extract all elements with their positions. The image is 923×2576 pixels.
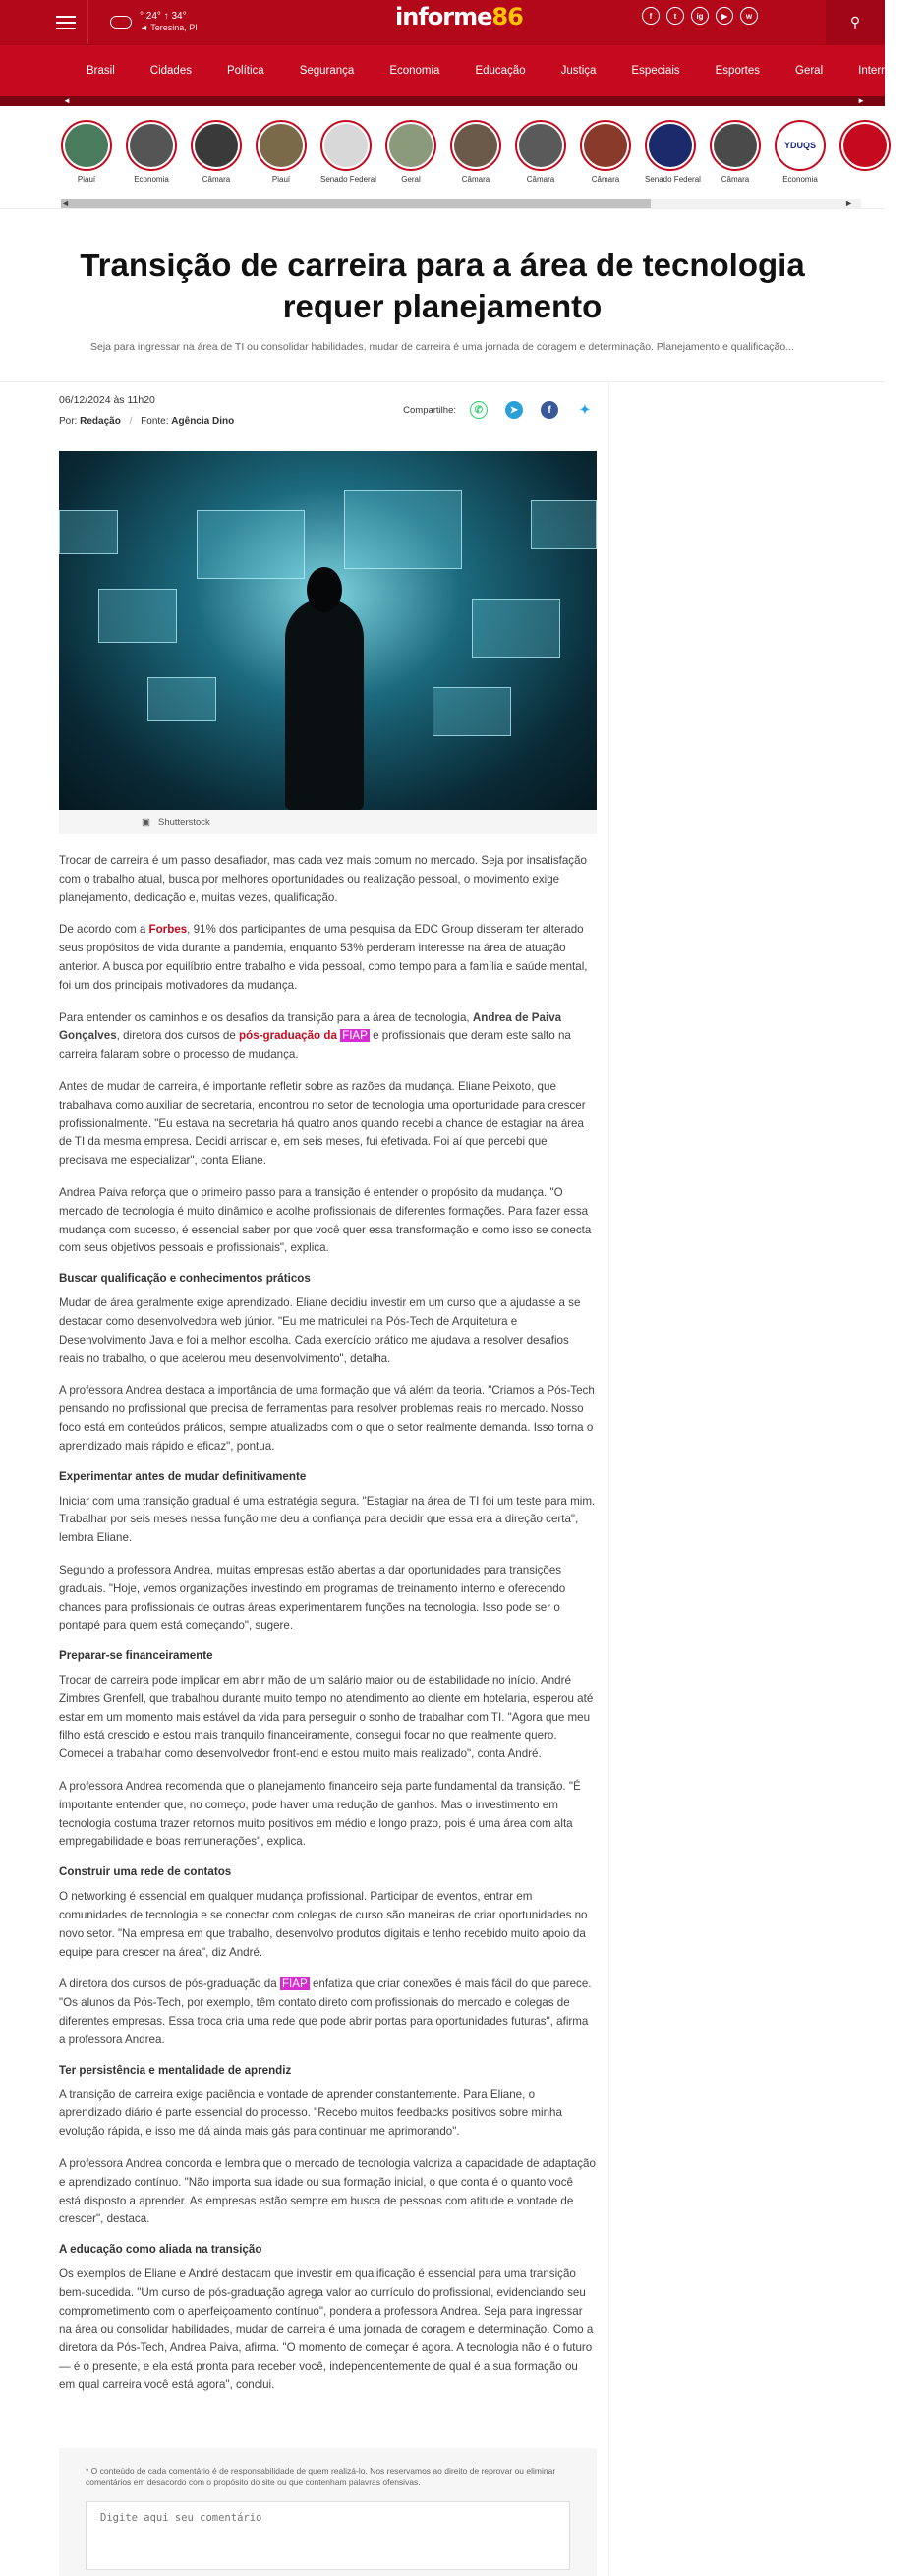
scroll-right-icon[interactable]: ► [857, 96, 865, 105]
story-item[interactable] [515, 120, 566, 208]
story-label: Câmara [202, 175, 231, 184]
nav-item-esportes[interactable]: Esportes [715, 65, 761, 77]
comments-section [59, 2448, 597, 2576]
article-meta [59, 382, 604, 451]
share-telegram-icon[interactable]: ➤ [505, 401, 523, 419]
story-thumbnail [385, 120, 436, 171]
menu-icon[interactable] [44, 0, 88, 44]
article-body [59, 834, 597, 2395]
paragraph: Andrea Paiva reforça que o primeiro passo para a transição é entender o propósito da mudança. "O mercado de tecnologia é muito dinâmico e acolhe profissionais de diferentes formações. Para fazer essa mudança com sucesso, é essencial saber por que você quer essa transformação e como isso se conecta com seus objetivos pessoais e profissionais", explica. [59, 1185, 592, 1255]
stories-carousel [0, 106, 885, 209]
story-thumbnail: YDUQS [775, 120, 826, 171]
paragraph: Iniciar com uma transição gradual é uma estratégia segura. "Estagiar na área de TI foi um teste para mim. Trabalhar por seis meses nessa função me deu a confiança para decidir que essa era a direção certa", lembra Eliane. [59, 1494, 596, 1545]
share-whatsapp-icon[interactable]: ✆ [470, 401, 488, 419]
youtube-icon[interactable]: ▶ [716, 7, 733, 25]
story-item[interactable] [645, 120, 701, 208]
search-button[interactable] [826, 0, 885, 44]
paragraph: O networking é essencial em qualquer mudança profissional. Participar de eventos, entrar em comunidades de tecnologia e se conectar com colegas de curso são maneiras de criar oportunidades no novo setor. "Na empresa em que trabalho, desenvolvo produtos digitais e tenho recebido muito apoio da equipe para crescer na área", diz André. [59, 1890, 588, 1959]
story-label: Geral [401, 175, 421, 184]
paragraph: Para entender os caminhos e os desafios da transição para a área de tecnologia, Andrea de Paiva Gonçalves, diretora dos cursos de pós-graduação da FIAP e profissionais que deram este salto na carreira falaram sobre o processo de mudança. [59, 1010, 571, 1061]
story-thumbnail [645, 120, 696, 171]
search-icon: ⚲ [849, 14, 861, 29]
paragraph: Segundo a professora Andrea, muitas empresas estão abertas a dar oportunidades para transições graduais. "Hoje, vemos organizações investindo em programas de treinamento interno e oferecendo chances para profissionais de outras áreas experimentarem funções na tecnologia. Isso pode ser o pontapé para quem está começando", sugere. [59, 1563, 566, 1632]
fiap-highlight[interactable]: FIAP [281, 1977, 308, 1991]
section-heading: Experimentar antes de mudar definitivamente [59, 1469, 307, 1483]
story-item[interactable] [839, 120, 891, 208]
nav-item-justica[interactable]: Justiça [560, 65, 597, 77]
story-item[interactable] [320, 120, 376, 208]
story-label: Economia [782, 175, 818, 184]
share-facebook-icon[interactable]: f [541, 401, 558, 419]
paragraph: De acordo com a Forbes, 91% dos participantes de uma pesquisa da EDC Group disseram ter alterado seus propósitos de vida durante a pandemia, enquanto 53% perderam interesse na área de atuação anterior. A busca por equilíbrio entre trabalho e vida pessoal, como tempo para a família e saúde mental, foi um dos principais motivadores da mudança. [59, 923, 588, 992]
story-label: Câmara [526, 175, 555, 184]
story-label: Senado Federal [645, 175, 701, 184]
nav-scrollbar[interactable] [0, 96, 885, 106]
story-thumbnail [515, 120, 566, 171]
article-subtitle: Seja para ingressar na área de TI ou consolidar habilidades, mudar de carreira é uma jornada de coragem e determinação. Planejamento e qualificação... [90, 340, 794, 353]
stories-scroll-left-icon[interactable]: ◄ [61, 199, 70, 208]
whatsapp-icon[interactable]: w [740, 7, 758, 25]
stories-scrollbar[interactable] [61, 199, 861, 208]
article-column [0, 382, 609, 2576]
paragraph: A diretora dos cursos de pós-graduação da FIAP enfatiza que criar conexões é mais fácil do que parece. "Os alunos da Pós-Tech, por exemplo, têm contato direto com profissionais do mercado e colegas de diferentes empresas. Essa troca cria uma rede que pode abrir portas para oportunidades futuras", afirma a professora Andrea. [59, 1977, 592, 2046]
story-label: Piauí [271, 175, 291, 184]
share-label: Compartilhe: [403, 404, 456, 416]
story-label: Piauí [77, 175, 96, 184]
share-twitter-icon[interactable]: ✦ [579, 402, 591, 417]
instagram-icon[interactable]: ig [691, 7, 709, 25]
top-bar [0, 0, 885, 44]
nav-item-educacao[interactable]: Educação [475, 65, 526, 77]
story-item[interactable] [710, 120, 761, 208]
story-label: Senado Federal [320, 175, 376, 184]
woman-silhouette [285, 599, 364, 810]
story-thumbnail [126, 120, 177, 171]
main-content [0, 381, 885, 2576]
story-label: Câmara [461, 175, 490, 184]
main-nav [0, 44, 923, 96]
nav-item-internacional[interactable]: Internacional [858, 65, 923, 77]
story-thumbnail [450, 120, 501, 171]
story-item[interactable] [126, 120, 177, 208]
facebook-icon[interactable]: f [642, 7, 660, 25]
fiap-highlight[interactable]: FIAP [342, 1029, 368, 1043]
comment-input[interactable] [86, 2501, 570, 2570]
story-thumbnail [256, 120, 307, 171]
paragraph: Trocar de carreira pode implicar em abrir mão de um salário maior ou de estabilidade no início. André Zimbres Grenfell, que trabalhou durante muito tempo no atendimento ao cliente em hotelaria, esperou até estar em um momento mais estável da vida para perseguir o sonho de trabalhar com TI. "Agora que meu filho está crescido e estou mais tranquilo financeiramente, consegui focar no que realmente quero. Comecei a trabalhar como desenvolvedor front-end e estou muito mais realizado", conta André. [59, 1674, 594, 1761]
article-byline: Por: Redação / Fonte: Agência Dino [59, 416, 235, 427]
nav-item-seguranca[interactable]: Segurança [299, 65, 355, 77]
nav-item-especiais[interactable]: Especiais [631, 65, 680, 77]
sidebar [609, 382, 885, 2576]
story-item[interactable] [385, 120, 436, 208]
paragraph: Mudar de área geralmente exige aprendizado. Eliane decidiu investir em um curso que a ajudasse a se destacar como desenvolvedora web júnior. "Eu me matriculei na Pós-Tech de Arquitetura e Desenvolvimento Java e foi a melhor escolha. Cada exercício prático me ajudava a resolver desafios reais no trabalho, o que acelerou meu desenvolvimento", detalha. [59, 1296, 581, 1365]
section-heading: Buscar qualificação e conhecimentos práticos [59, 1272, 311, 1286]
weather-temps: ° 24° ↑ 34° [140, 11, 187, 23]
scroll-left-icon[interactable]: ◄ [63, 96, 71, 105]
paragraph: Trocar de carreira é um passo desafiador, mas cada vez mais comum no mercado. Seja por insatisfação com o trabalho atual, busca por melhores oportunidades ou realização pessoal, o movimento exige planejamento, dedicação e, muitas vezes, qualificação. [59, 854, 587, 904]
article-figure [59, 451, 597, 834]
stories-scroll-right-icon[interactable]: ► [844, 199, 853, 208]
site-header [0, 0, 923, 106]
story-thumbnail [710, 120, 761, 171]
story-item[interactable] [450, 120, 501, 208]
section-heading: A educação como aliada na transição [59, 2243, 262, 2257]
author-name: Redação [80, 416, 121, 427]
nav-item-brasil[interactable]: Brasil [87, 65, 115, 77]
source-label: Fonte: [141, 416, 169, 427]
paragraph: A professora Andrea concorda e lembra que o mercado de tecnologia valoriza a capacidade de adaptação e aprendizado contínuo. "Não importa sua idade ou sua formação inicial, o que conta é o quanto você está disposto a aprender. As empresas estão sempre em busca de pessoas com atitude e vontade de crescer", destaca. [59, 2157, 596, 2226]
story-thumbnail [191, 120, 242, 171]
comments-disclaimer: * O conteúdo de cada comentário é de responsabilidade de quem realizá-lo. Nos reservamos ao direito de reprovar ou eliminar comentários em desacordo com o propósito do site ou que contenham palavras ofensivas. [86, 2465, 556, 2487]
article-header [0, 209, 885, 381]
paragraph: A professora Andrea recomenda que o planejamento financeiro seja parte fundamental da transição. "É importante entender que, no começo, pode haver uma redução de ganhos. Mas o investimento em tecnologia costuma trazer retornos muito positivos em médio e longo prazo, pois é uma área com alta empregabilidade e boas remunerações", explica. [59, 1780, 581, 1849]
story-item[interactable] [775, 120, 826, 208]
story-thumbnail [580, 120, 631, 171]
site-logo[interactable]: informe86 [395, 3, 523, 30]
cloud-icon [110, 16, 132, 29]
story-label: Câmara [591, 175, 620, 184]
story-item[interactable] [256, 120, 307, 208]
paragraph: Antes de mudar de carreira, é importante refletir sobre as razões da mudança. Eliane Peixoto, que trabalhava como auxiliar de secretaria, encontrou no setor de tecnologia uma oportunidade para crescer profissionalmente. "Eu estava na secretaria há quatro anos quando recebi a chance de estagiar na área de TI da mesma empresa. Decidi arriscar e, em seis meses, fui efetivada. Foi aí que percebi que precisava me especializar", conta Eliane. [59, 1079, 586, 1168]
forbes-link[interactable]: Forbes [148, 923, 188, 937]
paragraph: A transição de carreira exige paciência e vontade de aprender constantemente. Para Eliane, o aprendizado diário é parte essencial do processo. "Recebo muitos feedbacks positivos sobre minha evolução rápida, e isso me dá ainda mais gás para continuar me aprimorando". [59, 2088, 562, 2139]
section-heading: Preparar-se financeiramente [59, 1649, 213, 1663]
story-thumbnail [61, 120, 112, 171]
story-label: Câmara [721, 175, 750, 184]
camera-icon: ▣ [142, 817, 150, 828]
nav-item-geral[interactable]: Geral [795, 65, 824, 77]
social-links [642, 7, 758, 25]
pos-graduacao-link[interactable]: pós-graduação da [239, 1029, 337, 1043]
section-heading: Ter persistência e mentalidade de aprendiz [59, 2063, 292, 2077]
story-thumbnail [320, 120, 372, 171]
paragraph: Os exemplos de Eliane e André destacam que investir em qualificação é essencial para uma transição bem-sucedida. "Um curso de pós-graduação agrega valor ao currículo do profissional, evidenciando seu comprometimento com o aperfeiçoamento contínuo", pondera a professora Andrea. Seja para ingressar na área ou consolidar habilidades, mudar de carreira é uma jornada de coragem e determinação. Como a diretora da Pós-Tech, Andrea Paiva, afirma. "O momento de começar é agora. A tecnologia não é o futuro — é o presente, e ela está pronta para receber você, independentemente de qual é a sua formação ou em qual carreira você está agora", conclui. [59, 2267, 594, 2391]
story-thumbnail [839, 120, 891, 171]
nav-item-economia[interactable]: Economia [389, 65, 440, 77]
scrollbar-thumb[interactable] [61, 199, 651, 208]
paragraph: A professora Andrea destaca a importância de uma formação que vá além da teoria. "Criamos a Pós-Tech pensando no profissional que precisa de ferramentas para resolver problemas reais no mercado. Nosso foco está em conteúdos práticos, sempre atualizados com o que o setor realmente demanda. Isso torna o aprendizado mais rápido e eficaz", pontua. [59, 1384, 595, 1453]
story-item[interactable] [61, 120, 112, 208]
story-item[interactable] [580, 120, 631, 208]
hero-image[interactable] [59, 451, 597, 810]
caption-text: Shutterstock [157, 817, 210, 828]
nav-item-politica[interactable]: Política [226, 65, 264, 77]
section-heading: Construir uma rede de contatos [59, 1865, 232, 1879]
twitter-icon[interactable]: t [666, 7, 684, 25]
author-label: Por: [59, 416, 78, 427]
source-name: Agência Dino [171, 416, 235, 427]
article-date: 06/12/2024 às 11h20 [59, 394, 155, 406]
share-bar [403, 401, 594, 419]
image-caption [59, 810, 597, 834]
article-title: Transição de carreira para a área de tecnologia requer planejamento [80, 247, 805, 324]
weather-widget [110, 11, 198, 33]
story-item[interactable] [191, 120, 242, 208]
story-label: Economia [134, 175, 169, 184]
weather-city: ◄ Teresina, PI [140, 23, 198, 33]
nav-item-cidades[interactable]: Cidades [149, 65, 192, 77]
